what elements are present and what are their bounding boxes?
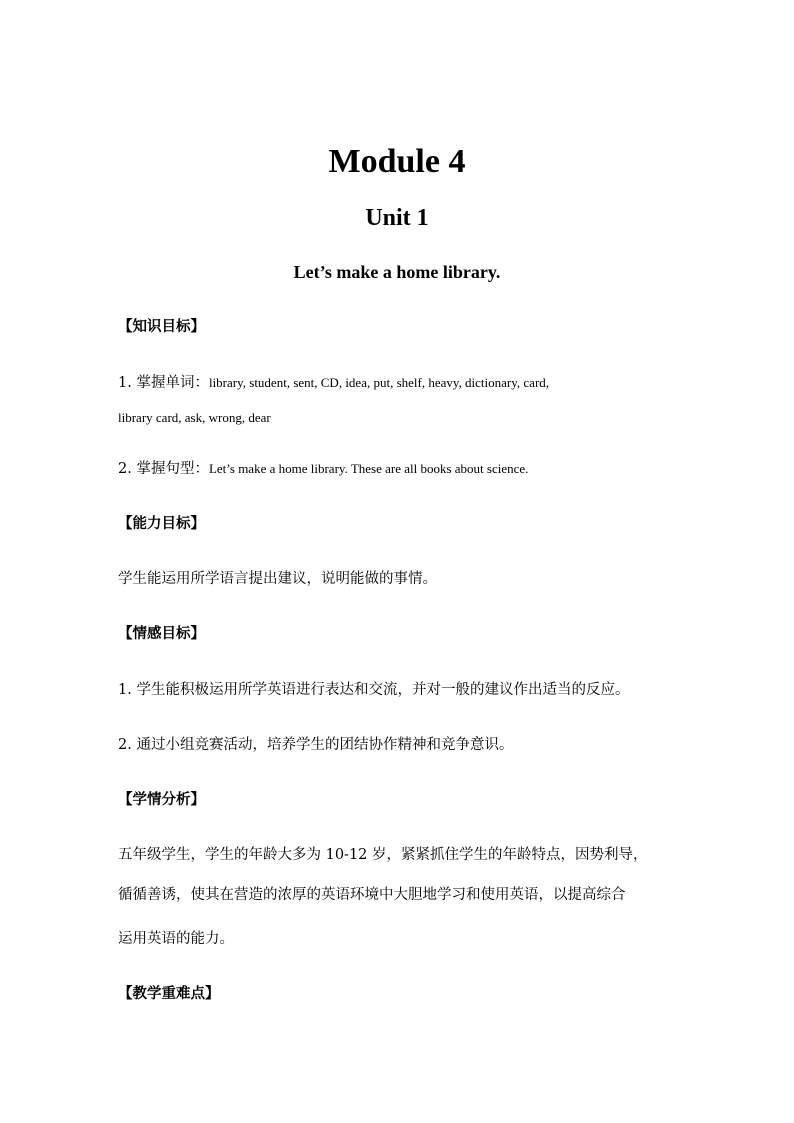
knowledge-item-2 xyxy=(118,459,688,479)
analysis-line-1: 五年级学生，学生的年龄大多为 10-12 岁，紧紧抓住学生的年龄特点，因势利导， xyxy=(118,847,648,863)
ability-heading: 【能力目标】 xyxy=(118,515,205,532)
knowledge-heading: 【知识目标】 xyxy=(118,318,205,335)
analysis-line-3: 运用英语的能力。 xyxy=(118,931,234,947)
emotion-heading: 【情感目标】 xyxy=(118,625,205,642)
ability-text: 学生能运用所学语言提出建议，说明能做的事情。 xyxy=(118,571,437,587)
module-title: Module 4 xyxy=(328,143,466,180)
knowledge-item-2-text: Let’s make a home library. These are all books about science. xyxy=(208,461,529,476)
knowledge-item-1-continued xyxy=(118,408,688,428)
emotion-item-2: 2. 通过小组竞赛活动，培养学生的团结协作精神和竞争意识。 xyxy=(118,737,514,753)
emotion-item-1: 1. 学生能积极运用所学英语进行表达和交流，并对一般的建议作出适当的反应。 xyxy=(118,682,630,698)
lesson-title: Let’s make a home library. xyxy=(293,262,501,282)
keypoints-heading: 【教学重难点】 xyxy=(118,985,220,1002)
knowledge-item-1-words-continued: library card, ask, wrong, dear xyxy=(118,410,271,425)
knowledge-item-1-prefix: 1. 掌握单词： xyxy=(118,375,209,391)
knowledge-item-1-words: library, student, sent, CD, idea, put, shelf, heavy, dictionary, card, xyxy=(208,375,550,390)
unit-title: Unit 1 xyxy=(365,205,429,231)
analysis-line-2: 循循善诱，使其在营造的浓厚的英语环境中大胆地学习和使用英语，以提高综合 xyxy=(118,887,626,903)
knowledge-item-1 xyxy=(118,373,688,393)
knowledge-item-2-prefix: 2. 掌握句型： xyxy=(118,461,209,477)
analysis-heading: 【学情分析】 xyxy=(118,791,205,808)
